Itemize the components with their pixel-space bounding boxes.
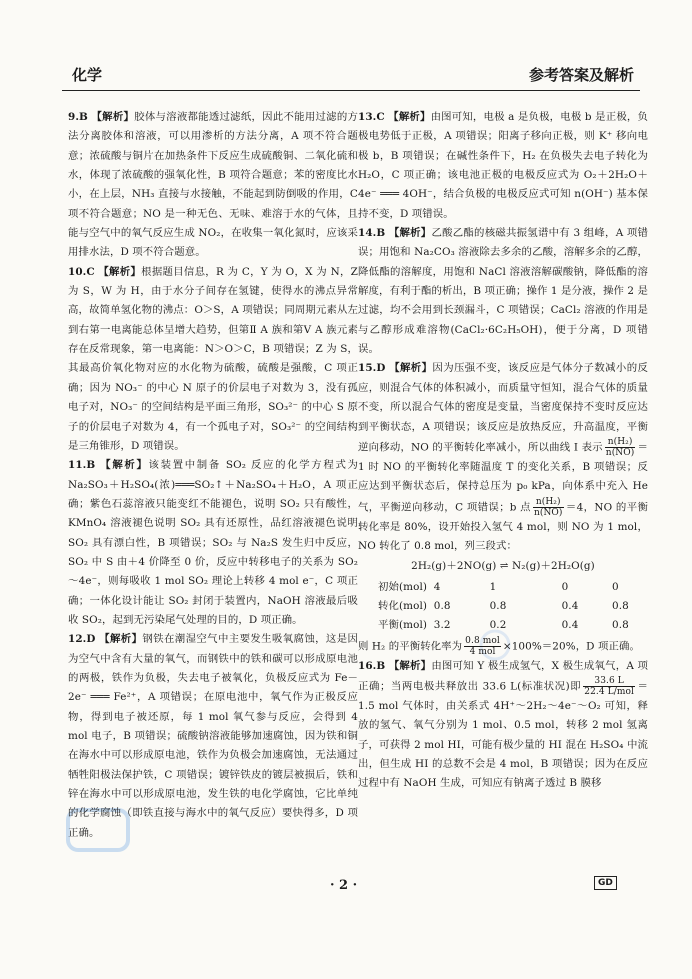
- table-cell: 4: [433, 580, 441, 593]
- reaction-equation: 2H₂(g)＋2NO(g) ⇌ N₂(g)＋2H₂O(g): [411, 560, 595, 573]
- region-badge: GD: [594, 876, 617, 890]
- fraction-numerator: n(H₂): [605, 437, 636, 448]
- answer-text: 则 H₂ 的平衡转化率为: [358, 640, 463, 653]
- ratio-fraction: [605, 437, 636, 458]
- page-number: · 2 ·: [330, 878, 358, 893]
- right-column: [358, 108, 648, 794]
- analysis-tag: 【解析】: [91, 111, 135, 123]
- analysis-tag: 【解析】: [388, 659, 432, 672]
- answer-text: 乙酸乙酯的核磁共振氢谱中有 3 组峰，A 项错误；用饱和 Na₂CO₃ 溶液除去多余的乙酸，溶解多余的乙醇，降低酯的溶解度，用饱和 NaCl 溶液溶解碳酸钠，降低酯的溶解度，有利于酯的析出，B 项正确；操作 1 是分液，操作 2 是过滤，均不会用到长颈漏斗，C 项错误；CaCl₂ 溶液的作用是与乙醇形成难溶物(CaCl₂·6C₂H₅OH)，便于分离，D 项错误。: [358, 227, 649, 356]
- table-cell: 0.8: [612, 619, 629, 632]
- table-cell: 0.8: [489, 599, 507, 612]
- volume-fraction: [583, 676, 635, 697]
- subject-title: 化学: [72, 66, 103, 84]
- left-column: [68, 108, 358, 843]
- question-number: 15.D: [358, 362, 386, 375]
- question-number: 12.D: [68, 633, 96, 646]
- answer-16: [358, 657, 648, 794]
- answer-15: [358, 359, 648, 656]
- analysis-tag: 【解析】: [389, 362, 433, 375]
- question-number: 14.B: [358, 227, 386, 240]
- fraction-numerator: n(H₂): [533, 497, 564, 508]
- answer-text: 由图可知 Y 极生成氢气，X 极生成氧气，A 项正确；当两电极共释放出 33.6 L(标准状况)即: [358, 659, 648, 693]
- analysis-tag: 【解析】: [98, 265, 142, 278]
- analysis-tag: 【解析】: [99, 633, 143, 646]
- fraction-denominator: 22.4 L/mol: [584, 686, 635, 697]
- answer-9: [68, 108, 358, 263]
- three-stage-table: [378, 578, 648, 636]
- answer-text: ＝1.5 mol 气体时，由关系式 4H⁺～2H₂～4e⁻～O₂ 可知，释放的氢气、氧气分别为 1 mol、0.5 mol，转移 2 mol 氢离子，可获得 2 mol HI，可能有极少量的 HI 混在 H₂SO₄ 中流出，但生成 HI 的总数不会是 4 mol，B 项错误；因为在反应过程中有 NaOH 生成，可知应有钠离子透过 B 膜移: [358, 680, 648, 790]
- answer-13: [358, 108, 648, 224]
- answer-text: 由图可知，电极 a 是负极，电极 b 是正极，负极电势低于正极，A 项错误；阳离子移向正极，则 K⁺ 移向电极 b，B 项错误；在碱性条件下，H₂ 在负极失去电子转化为 H₂O，C 项正确；该电池正极的电极反应式为 O₂＋2H₂O＋4e⁻ ═══ 4OH⁻，结合负极的电极反应式可知 n(OH⁻) 基本保持不变，D 项错误。: [358, 111, 648, 220]
- table-cell: 0: [561, 580, 569, 593]
- fraction-denominator: n(NO): [533, 507, 563, 518]
- table-row: [378, 578, 648, 597]
- table-cell: 转化(mol): [378, 599, 428, 612]
- question-number: 9.B: [68, 111, 88, 123]
- table-cell: 0: [612, 580, 619, 593]
- table-cell: 0.4: [561, 619, 579, 632]
- answer-14: [358, 224, 648, 359]
- question-number: 10.C: [68, 265, 95, 278]
- answer-10: [68, 263, 358, 456]
- answer-11: [68, 456, 358, 630]
- table-row: [378, 597, 648, 616]
- table-cell: 0.4: [561, 599, 579, 612]
- answer-text: ＝4，NO 的平衡转化率是 80%，设开始投入氢气 4 mol，则 NO 为 1 mol，NO 转化了 0.8 mol，列三段式：: [358, 501, 648, 552]
- answer-text: ×100%＝20%，D 项正确。: [502, 640, 640, 653]
- analysis-tag: 【解析】: [100, 459, 149, 472]
- table-cell: 平衡(mol): [378, 619, 428, 632]
- table-cell: 初始(mol): [378, 580, 428, 593]
- section-title: 参考答案及解析: [528, 66, 634, 84]
- answer-text: 胶体与溶液都能透过滤纸，因此不能用过滤的方法分离胶体和溶液，可以用渗析的方法分离，A 项不符合题意；浓硫酸与铜片在加热条件下反应生成硫酸铜、二氧化硫和水，体现了浓硫酸的强氧化性，B 项符合题意；苯的密度比水小，在上层，NH₃ 直接与水接触，不能起到防倒吸的作用，C 项不符合题意；NO 是一种无色、无味、难溶于水的气体，且能与空气中的氧气反应生成 NO₂，在收集一氧化氮时，应该采用排水法，D 项不符合题意。: [68, 111, 358, 259]
- answer-text: 根据题目信息，R 为 C，Y 为 O，X 为 N，Z 为 S，W 为 H，由于水分子间存在氢键，使得水的沸点异常高，故简单氢化物的沸点：O＞S，A 项错误；同周期元素从左到右第一电离能总体呈增大趋势，但第Ⅱ A 族和第Ⅴ A 族元素存在反常现象，第一电离能：N＞O＞C，B 项错误；Z 为 S，其最高价氧化物对应的水化物为硫酸，硫酸是强酸，C 项正确；因为 NO₃⁻ 的中心 N 原子的价层电子对数为 3，没有孤电子对，NO₃⁻ 的空间结构是平面三角形，SO₃²⁻ 的中心 S 原子的价层电子对数为 4，有一个孤电子对，SO₃²⁻ 的空间结构是三角锥形，D 项错误。: [68, 265, 358, 452]
- page-header: [62, 60, 640, 91]
- table-cell: 3.2: [433, 619, 451, 632]
- ratio-fraction: [464, 636, 501, 657]
- ratio-fraction: [533, 497, 564, 518]
- table-cell: 1: [489, 580, 497, 593]
- answer-text: 钢铁在潮湿空气中主要发生吸氧腐蚀，这是因为空气中含有大量的氧气，而钢铁中的铁和碳可以形成原电池的两极，铁作为负极，失去电子被氧化，负极反应式为 Fe－2e⁻ ═══ Fe²⁺，A 项错误；在原电池中，氧气作为正极反应物，得到电子被还原，每 1 mol 氧气参与反应，会得到 4 mol 电子，B 项错误；硫酸钠溶液能够加速腐蚀，因为铁和铜在海水中可以形成原电池，铁作为负极会加速腐蚀，无法通过牺牲阳极法保护铁，C 项错误；镀锌铁皮的镀层被损后，铁和锌在海水中可以形成原电池，发生铁的电化学腐蚀，它比单纯的化学腐蚀（即铁直接与海水中的氧气反应）要快得多，D 项正确。: [68, 633, 359, 839]
- table-cell: 0.8: [612, 599, 629, 612]
- fraction-numerator: 0.8 mol: [465, 635, 500, 646]
- answer-text: ＝1 时 NO 的平衡转化率随温度 T 的变化关系，B 项错误；反应达到平衡状态后，保持总压为 p₀ kPa，向体系中充入 He 气，平衡逆向移动，C 项错误；b 点: [358, 441, 648, 514]
- table-row: [378, 616, 648, 635]
- fraction-denominator: n(NO): [605, 447, 635, 458]
- fraction-numerator: 33.6 L: [583, 676, 635, 687]
- question-number: 16.B: [358, 659, 386, 672]
- analysis-tag: 【解析】: [388, 111, 431, 123]
- answer-12: [68, 630, 358, 843]
- table-cell: 0.2: [489, 619, 507, 632]
- question-number: 11.B: [68, 459, 96, 472]
- answer-text: 该装置中制备 SO₂ 反应的化学方程式为 Na₂SO₃＋H₂SO₄(浓)═══SO₂↑＋Na₂SO₄＋H₂O，A 项正确；紫色石蕊溶液只能变红不能褪色，说明 SO₂ 只有酸性，KMnO₄ 溶液褪色说明 SO₂ 具有还原性，品红溶液褪色说明 SO₂ 具有漂白性，B 项错误；SO₂ 与 Na₂S 发生归中反应，SO₂ 中 S 由＋4 价降至 0 价，反应中转移电子的关系为 SO₂～4e⁻，则每吸收 1 mol SO₂ 理论上转移 4 mol e⁻，C 项正确；一体化设计能让 SO₂ 封闭于装置内，NaOH 溶液最后吸收 SO₂，起到无污染尾气处理的目的，D 项正确。: [68, 459, 358, 626]
- table-cell: 0.8: [433, 599, 451, 612]
- analysis-tag: 【解析】: [388, 227, 432, 240]
- question-number: 13.C: [358, 111, 385, 123]
- fraction-denominator: 4 mol: [469, 646, 496, 657]
- answer-text: 因为压强不变，该反应是气体分子数减小的反应，则混合气体的体积减小，而质量守恒知，混合气体的质量不变，所以混合气体的密度是变量，当密度保持不变时反应达到平衡状态，A 项错误；该反应是放热反应，升高温度，平衡逆向移动，NO 的平衡转化率减小，所以曲线 I 表示: [358, 362, 649, 454]
